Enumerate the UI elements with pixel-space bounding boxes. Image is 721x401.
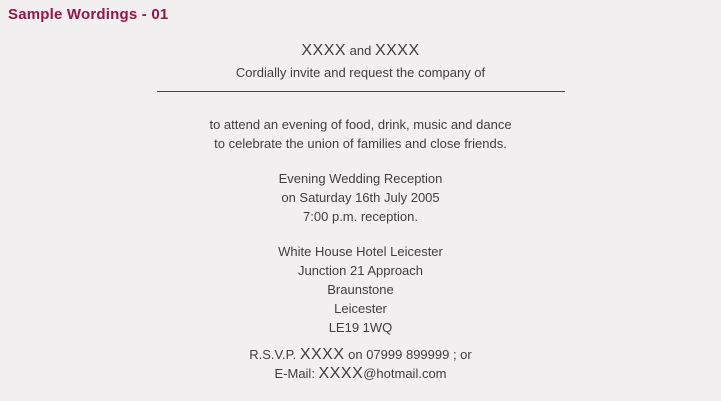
email-domain-suffix: @hotmail.com: [363, 366, 447, 381]
venue-street-line: Junction 21 Approach: [297, 263, 424, 278]
rsvp-prefix: R.S.V.P.: [249, 347, 300, 362]
rsvp-contact-name-placeholder: XXXX: [299, 346, 345, 363]
page-title: Sample Wordings - 01: [8, 6, 169, 23]
email-name-placeholder: XXXX: [318, 365, 364, 382]
event-date-line: on Saturday 16th July 2005: [281, 190, 440, 205]
invite-request-line: Cordially invite and request the company of: [235, 65, 486, 80]
email-prefix: E-Mail:: [274, 366, 319, 381]
hosts-names-line: [61, 39, 661, 63]
venue-postcode-line: LE19 1WQ: [328, 320, 393, 335]
venue-city-line: Leicester: [334, 301, 387, 316]
invitation-wording: [61, 23, 661, 383]
venue-name-line: White House Hotel Leicester: [278, 244, 443, 259]
rsvp-block: [61, 345, 661, 383]
rsvp-line: [61, 345, 661, 364]
names-conjunction: and: [346, 43, 375, 58]
guest-name-blank-line: [157, 91, 565, 92]
occasion-line: to attend an evening of food, drink, music and dance: [209, 117, 512, 132]
rsvp-phone-suffix: on 07999 899999 ; or: [344, 347, 472, 362]
hosts-block: [61, 39, 661, 92]
event-title-line: Evening Wedding Reception: [278, 171, 443, 186]
venue-address-block: [61, 242, 661, 337]
occasion-block: [61, 115, 661, 153]
host-name-2-placeholder: XXXX: [374, 42, 420, 59]
event-time-line: 7:00 p.m. reception.: [303, 209, 418, 224]
occasion-line: to celebrate the union of families and close friends.: [214, 136, 507, 151]
venue-area-line: Braunstone: [327, 282, 394, 297]
host-name-1-placeholder: XXXX: [301, 42, 347, 59]
event-details-block: [61, 169, 661, 226]
email-line: [61, 364, 661, 383]
